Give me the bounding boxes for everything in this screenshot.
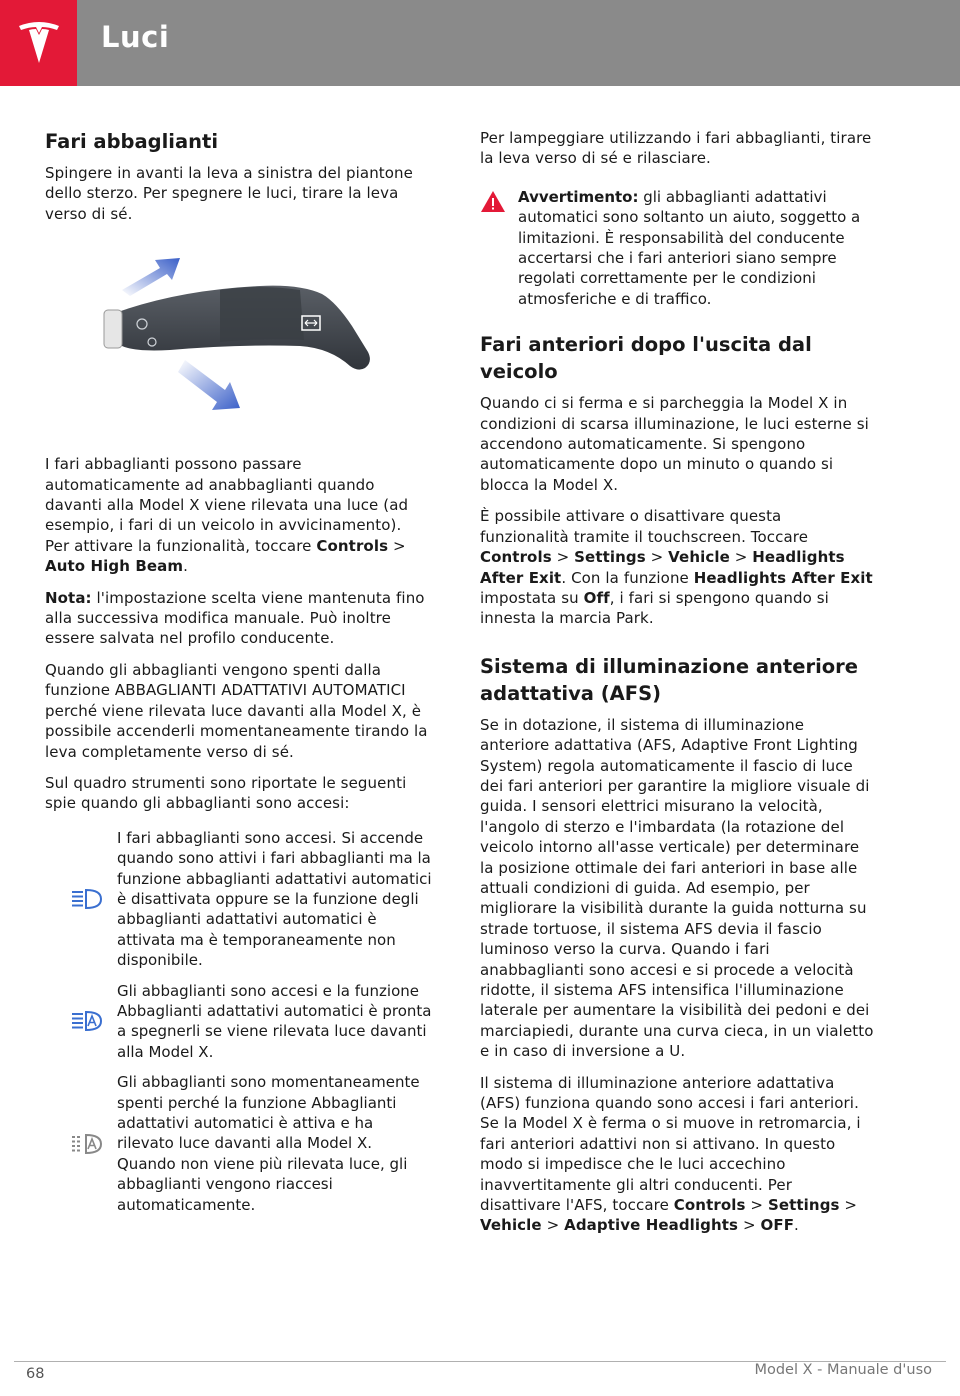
indicator-table <box>57 828 432 1215</box>
tesla-logo <box>0 0 77 86</box>
indicator-row: Gli abbaglianti sono accesi e la funzione Abbaglianti adattativi automatici è pronta a spegnerli se viene rilevata luce davanti alla Model X. <box>57 981 432 1063</box>
footer-doc-title: Model X - Manuale d'uso <box>754 1362 932 1378</box>
paragraph: Il sistema di illuminazione anteriore adattativa (AFS) funziona quando sono accesi i fari anteriori. Se la Model X è ferma o si muove in retromarcia, i fari anteriori adattivi non si attivano. In questo modo si impedisce che le luci accechino inavvertitamente gli altri conducenti. Per disattivare l'AFS, toccare Controls > Settings > Vehicle > Adaptive Headlights > OFF. <box>480 1073 861 1235</box>
paragraph: Sul quadro strumenti sono riportate le seguenti spie quando gli abbaglianti sono accesi: <box>45 773 407 813</box>
note: Nota: l'impostazione scelta viene mantenuta fino alla successiva modifica manuale. Può inoltre essere salvata nel profilo conducente. <box>45 588 425 648</box>
auto-high-beam-standby-icon <box>57 1132 117 1156</box>
heading-headlights-after-exit: Fari anteriori dopo l'uscita dal veicolo <box>480 333 812 384</box>
indicator-row: I fari abbaglianti sono accesi. Si accende quando sono attivi i fari abbaglianti ma la funzione abbaglianti adattativi automatici è disattivata oppure se la funzione degli abbaglianti adattativi automatici è attivata ma è temporaneamente non disponibile. <box>57 828 432 971</box>
warning-label: Avvertimento: <box>518 187 639 206</box>
paragraph: Spingere in avanti la leva a sinistra del piantone dello sterzo. Per spegnere le luci, tirare la leva verso di sé. <box>45 164 413 223</box>
menu-path-controls: Controls <box>316 536 389 555</box>
menu-path-auto-high-beam: Auto High Beam <box>45 557 184 576</box>
paragraph: Per lampeggiare utilizzando i fari abbaglianti, tirare la leva verso di sé e rilasciare. <box>480 129 872 168</box>
note-label: Nota: <box>45 588 92 607</box>
page-number: 68 <box>26 1366 45 1382</box>
paragraph: Quando gli abbaglianti vengono spenti dalla funzione ABBAGLIANTI ADATTATIVI AUTOMATICI perché viene rilevata luce davanti alla Model X, è possibile accenderli momentaneamente tirando la leva completamente verso di sé. <box>45 660 428 761</box>
heading-high-beams: Fari abbaglianti <box>45 130 219 153</box>
paragraph: Se in dotazione, il sistema di illuminazione anteriore adattativa (AFS, Adaptive Front Lighting System) regola automaticamente il fascio di luce dei fari anteriori per garantire la migliore visuale di guida. I sensori elettrici misurano la velocità, l'angolo di sterzo e l'imbardata (la rotazione del veicolo intorno all'asse verticale) per determinare la posizione ottimale dei fari anteriori in base alle attuali condizioni di guida. Ad esempio, per migliorare la visibilità durante la guida notturna su strade tortuose, il sistema AFS devia il fascio luminoso verso la curva. Quando i fari anabbaglianti sono accesi e si procede a velocità ridotte, il sistema AFS intensifica l'illuminazione laterale per aumentare la visibilità dei pedoni e dei marciapiedi, durante una curva cieca, in un vialetto e in caso di inversione a U. <box>480 715 874 1061</box>
section-title: Luci <box>101 20 170 54</box>
tesla-logo-icon <box>16 19 62 67</box>
high-beam-icon <box>57 887 117 911</box>
stalk-illustration <box>100 250 400 430</box>
auto-high-beam-active-icon <box>57 1009 117 1033</box>
paragraph: I fari abbaglianti possono passare automaticamente ad anabbaglianti quando davanti alla Model X viene rilevata una luce (ad esempio, i fari di un veicolo in avvicinamento). Per attivare la funzionalità, toccare Controls > Auto High Beam. <box>45 455 409 576</box>
indicator-row: Gli abbaglianti sono momentaneamente spenti perché la funzione Abbaglianti adattativi automatici è attiva e ha rilevato luce davanti alla Model X. Quando non viene più rilevata luce, gli abbaglianti vengono riaccesi automaticamente. <box>57 1072 432 1215</box>
paragraph: È possibile attivare o disattivare questa funzionalità tramite il touchscreen. Toccare Controls > Settings > Vehicle > Headlights After Exit. Con la funzione Headlights After Exit impostata su Off, i fari si spengono quando si innesta la marcia Park. <box>480 507 873 628</box>
heading-afs: Sistema di illuminazione anteriore adattativa (AFS) <box>480 654 859 705</box>
paragraph: Quando ci si ferma e si parcheggia la Model X in condizioni di scarsa illuminazione, le luci esterne si accendono automaticamente. Si spengono automaticamente dopo un minuto o quando si blocca la Model X. <box>480 394 869 494</box>
warning-icon <box>480 187 518 309</box>
right-column <box>480 128 875 1247</box>
warning-box: Avvertimento: gli abbaglianti adattativi automatici sono soltanto un aiuto, soggetto a limitazioni. È responsabilità del conducente accertarsi che i fari anteriori siano sempre regolati correttamente per le condizioni atmosferiche e di traffico. <box>480 187 875 309</box>
left-column <box>45 128 430 1225</box>
page-header <box>0 0 960 86</box>
